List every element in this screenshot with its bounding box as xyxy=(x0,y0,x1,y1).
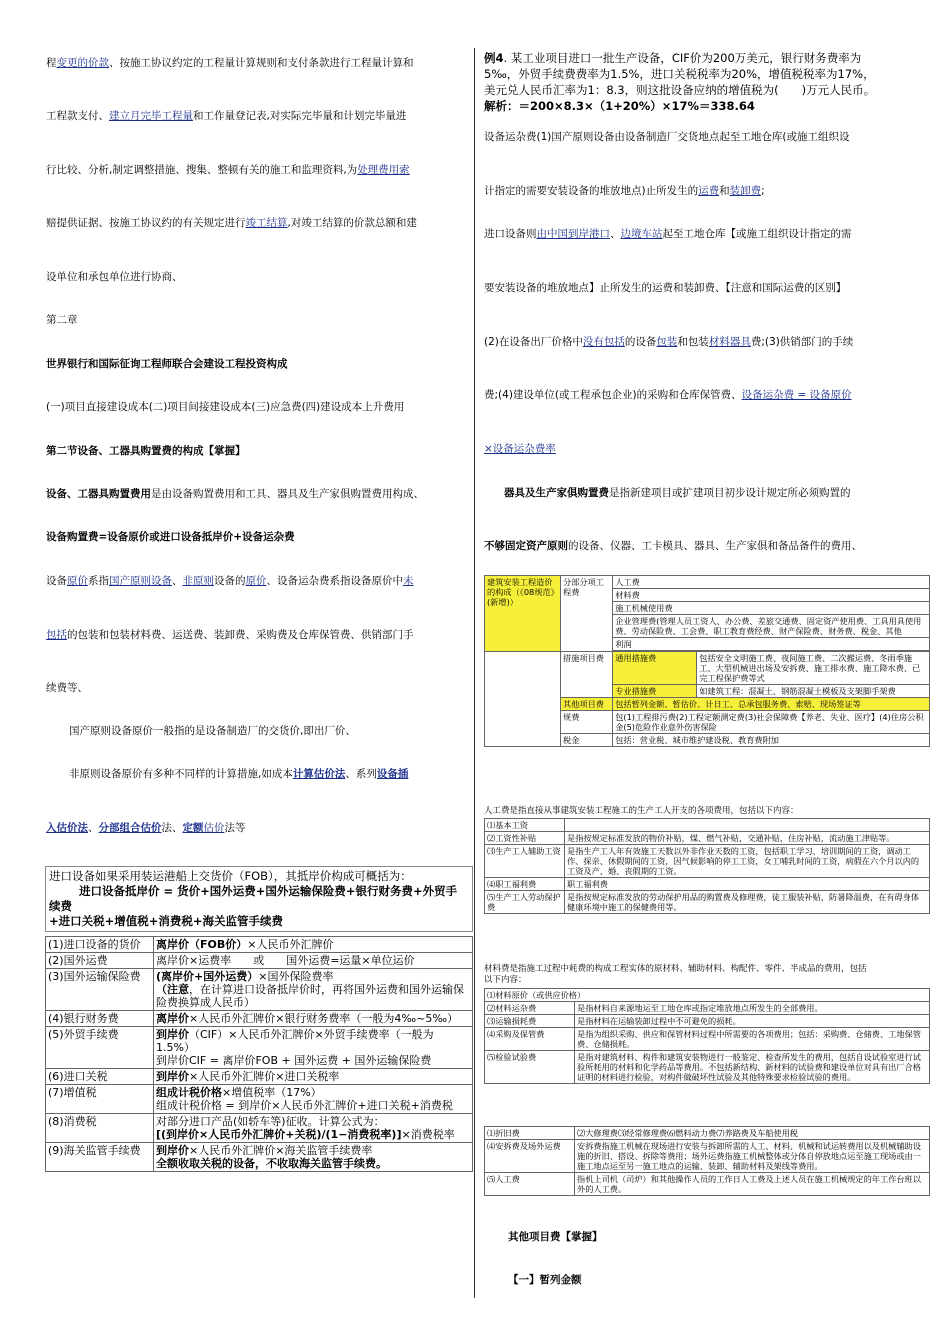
link-text[interactable]: 由中国到岸港口 xyxy=(536,228,610,240)
import-cost-table xyxy=(45,936,473,1172)
link-text[interactable]: 包括 xyxy=(46,629,67,641)
import-intro: 进口设备如果采用装运港船上交货价（FOB），其抵岸价构成可概括为： xyxy=(49,869,412,883)
table-row xyxy=(46,1114,473,1143)
table-cell: 通用措施费 xyxy=(613,652,697,685)
table-cell-value: 是指按规定标准发放的物价补贴，煤、燃气补贴，交通补贴，住房补贴，流动施工津贴等。 xyxy=(565,832,930,845)
table-cell: 包括安全文明施工费、夜间施工费、二次搬运费、冬雨季施工、大型机械进出场及安拆费、施工排水费、施工降水费、已完工程保护费等式 xyxy=(697,652,930,685)
table-cell-value: 离岸价×人民币外汇牌价×银行财务费率（一般为4‰~5‰） xyxy=(154,1011,473,1027)
table-cell-value: 到岸价（CIF）×人民币外汇牌价×外贸手续费率（一般为1.5%） 到岸价CIF = 离岸价FOB + 国外运费 + 国外运输保险费 xyxy=(154,1027,473,1069)
link-text[interactable]: 分部组合估价 xyxy=(98,822,162,834)
para-line: 国产原则设备原价一般指的是设备制造厂的交货价,即出厂价、 xyxy=(69,725,356,737)
table-cell-value: 安拆费指施工机械在现场进行安装与拆卸所需的人工、材料、机械和试运转费用以及机械辅助设施的折旧、搭设、拆除等费用；场外运费指施工机械整体或分体自停放地点运至施工现场或由一施工地点运至另一施工地点的运输、装卸、辅助材料及架线等费用。 xyxy=(575,1140,930,1173)
table-row xyxy=(485,1173,930,1196)
link-text[interactable]: ×设备运杂费率 xyxy=(484,443,556,455)
import-formula-line: 进口设备抵岸价 = 货价+国外运费+国外运输保险费+银行财务费+外贸手 xyxy=(79,884,458,898)
link-text[interactable]: 材料器具 xyxy=(708,336,751,348)
link-text[interactable]: 建立月完毕工程量 xyxy=(109,110,193,122)
para-line: 进口设备则由中国到岸港口、边境车站起至工地仓库【或施工组织设计指定的需 xyxy=(484,228,852,240)
table-row xyxy=(46,1085,473,1114)
para-line: 设备运杂费(1)国产原则设备由设备制造厂交货地点起至工地仓库(或施工组织设 xyxy=(484,131,850,143)
para-line: 工程款支付、建立月完毕工程量和工作量登记表,对实际完毕量和计划完毕量进 xyxy=(46,110,407,122)
construction-cost-table xyxy=(484,575,930,747)
table-cell-value: 到岸价×人民币外汇牌价×进口关税率 xyxy=(154,1069,473,1085)
table-row xyxy=(46,969,473,1011)
table-cell-label: (4)银行财务费 xyxy=(46,1011,154,1027)
table-cell-label: (2)国外运费 xyxy=(46,953,154,969)
para-line: 续费等、 xyxy=(46,682,88,694)
table-cell-label: ⑸检验试验费 xyxy=(485,1051,575,1084)
table-cell: 包括暂列金额、暂估价、计日工、总承包服务费、索赔、现场签证等 xyxy=(613,698,930,711)
section-heading: 【一】暂列金额 xyxy=(508,1274,582,1286)
table-cell-value: 到岸价×人民币外汇牌价×海关监管手续费率 全额收取关税的设备，不收取海关监管手续费。 xyxy=(154,1143,473,1172)
table-row xyxy=(485,832,930,845)
para-line: 设单位和承包单位进行协商、 xyxy=(46,271,183,283)
para-line: 赔提供证据、按施工协议约的有关规定进行竣工结算,对竣工结算的价款总额和建 xyxy=(46,217,417,229)
table-row xyxy=(46,1011,473,1027)
table-cell: 分部分项工程费 xyxy=(561,576,613,652)
table-cell: 税金 xyxy=(561,734,613,747)
para-line: 计指定的需要安装设备的堆放地点)止所发生的运费和装卸费; xyxy=(484,185,765,197)
para-line: 不够固定资产原则的设备、仪器、工卡模具、器具、生产家俱和备品备件的费用、 xyxy=(484,540,862,552)
table-cell-value: 是指材料在运输装卸过程中不可避免的损耗。 xyxy=(575,1015,930,1028)
para-line: 要安装设备的堆放地点】止所发生的运费和装卸费、【注意和国际运费的区别】 xyxy=(484,282,847,294)
table-cell: 人工费 xyxy=(613,576,930,589)
table-cell-value: 对部分进口产品(如轿车等)征收。计算公式为： [(到岸价×人民币外汇牌价+关税)/(1−消费税率)]×消费税率 xyxy=(154,1114,473,1143)
table-cell: 利润 xyxy=(613,638,930,651)
table-cell: 建筑安装工程造价的构成（《08规范》(新增)） xyxy=(485,576,561,652)
table-cell-label: ⑶生产工人辅助工资 xyxy=(485,845,565,878)
table-cell-label: ⑵材料运杂费 xyxy=(485,1002,575,1015)
section-heading: 第二节设备、工器具购置费的构成【掌握】 xyxy=(46,445,246,457)
para-line: (2)在设备出厂价格中没有包括的设备包装和包装材料器具费;(3)供销部门的手续 xyxy=(484,336,854,348)
table-cell-value: 是指对建筑材料、构件和建筑安装物进行一般鉴定、检查所发生的费用，包括自设试验室进行试验所耗用的材料和化学药品等费用。不包括新结构、新材料的试验费和建设单位对具有出厂合格证明的材料进行检验，对构件做破坏性试验及其他特殊要求检验试验的费用。 xyxy=(575,1051,930,1084)
table-row xyxy=(46,1143,473,1172)
table-row xyxy=(46,1069,473,1085)
answer: 解析：＝200×8.3×（1+20%）×17%＝338.64 xyxy=(484,99,755,113)
link-text[interactable]: 设备运杂费 = 设备原价 xyxy=(741,389,852,401)
table-row xyxy=(485,1002,930,1015)
link-text[interactable]: 竣工结算 xyxy=(245,217,288,229)
formula: 设备购置费=设备原价或进口设备抵岸价+设备运杂费 xyxy=(46,531,295,543)
import-formula-line: +进口关税+增值税+消费税+海关监管手续费 xyxy=(49,914,284,928)
table-cell: 如建筑工程：混凝土、钢筋混凝土模板及支架脚手架费 xyxy=(697,685,930,698)
para-line: 入估价法、分部组合估价法、定额估价法等 xyxy=(46,822,246,834)
table-cell: ⑴材料原价（或供应价格） xyxy=(485,989,930,1002)
labor-intro: 人工费是指直接从事建筑安装工程施工的生产工人开支的各项费用，包括以下内容： xyxy=(484,806,799,816)
table-row xyxy=(485,878,930,891)
table-row xyxy=(485,1028,930,1051)
table-row xyxy=(485,845,930,878)
para-line xyxy=(484,442,556,456)
table-row xyxy=(485,891,930,914)
table-cell-value: 职工福利费 xyxy=(565,878,930,891)
para-line: 程变更的价款、按施工协议约定的工程量计算规则和支付条款进行工程量计算和 xyxy=(46,57,414,69)
table-cell-label: (7)增值税 xyxy=(46,1085,154,1114)
material-intro: 材料费是指施工过程中耗费的构成工程实体的原材料、辅助材料、构配件、零件、半成品的费用，包括 以下内容： xyxy=(484,964,867,985)
table-row xyxy=(46,937,473,953)
material-cost-table xyxy=(484,988,930,1084)
import-formula-box xyxy=(45,866,473,932)
table-cell: ⑴折旧费 xyxy=(485,1127,575,1140)
table-cell: 施工机械使用费 xyxy=(613,602,930,615)
link-text[interactable]: 非原则 xyxy=(182,575,214,587)
table-cell-label: ⑷安拆费及场外运费 xyxy=(485,1140,575,1173)
table-cell-label: ⑴基本工资 xyxy=(485,819,565,832)
table-cell-label: (6)进口关税 xyxy=(46,1069,154,1085)
table-cell-value: 是指按规定标准发放的劳动保护用品的购置费及修理费，徒工服装补贴，防暑降温费，在有碍身体健康环境中施工的保健费用等。 xyxy=(565,891,930,914)
table-cell-label: ⑵工资性补贴 xyxy=(485,832,565,845)
labor-cost-table xyxy=(484,818,930,914)
table-cell: 规费 xyxy=(561,711,613,734)
section-heading: 世界银行和国际征询工程师联合会建设工程投资构成 xyxy=(46,358,288,370)
table-cell-label: (5)外贸手续费 xyxy=(46,1027,154,1069)
para-line: 设备、工器具购置费用是由设备购置费用和工具、器具及生产家俱购置费用构成、 xyxy=(46,488,424,500)
link-text[interactable]: 运费 xyxy=(698,185,720,197)
table-row xyxy=(46,953,473,969)
link-text[interactable]: 处理费用索 xyxy=(357,164,410,176)
table-cell: 其他项目费 xyxy=(561,698,613,711)
table-cell-value: 是指生产工人年有效施工天数以外非作业天数的工资，包括职工学习、培训期间的工资，调动工作、探亲、休假期间的工资，因气候影响的停工工资，女工哺乳时间的工资，病假在六个月以内的工资及产、婚、丧假期的工资。 xyxy=(565,845,930,878)
table-cell-value xyxy=(565,819,930,832)
table-cell-label: ⑶运输损耗费 xyxy=(485,1015,575,1028)
para-line: 行比较、分析,制定调整措施、搜集、整顿有关的施工和监理资料,为处理费用索 xyxy=(46,164,410,176)
table-cell-label: ⑷采购及保管费 xyxy=(485,1028,575,1051)
para-line: 非原则设备原价有多种不同样的计算措施,如成本计算估价法、系列设备插 xyxy=(69,768,409,780)
para-line: 器具及生产家俱购置费是指新建项目或扩建项目初步设计规定所必须购置的 xyxy=(504,487,851,499)
table-cell: 专业措施费 xyxy=(613,685,697,698)
table-cell-label: ⑷职工福利费 xyxy=(485,878,565,891)
table-cell-value: 是指为组织采购、供应和保管材料过程中所需要的各项费用；包括：采购费、仓储费、工地保管费、仓储损耗。 xyxy=(575,1028,930,1051)
column-divider xyxy=(474,48,475,1298)
table-cell-value: 组成计税价格×增值税率（17%） 组成计税价格 = 到岸价×人民币外汇牌价+进口关税+消费税 xyxy=(154,1085,473,1114)
link-text[interactable]: 计算估价法 xyxy=(292,768,346,780)
link-text[interactable]: 原价 xyxy=(67,575,88,587)
table-cell-value: 指机上司机（司炉）和其他操作人员的工作日人工费及上述人员在施工机械规定的年工作台班以外的人工费。 xyxy=(575,1173,930,1196)
example-block: 例4. 某工业项目进口一批生产设备，CIF价为200万美元，银行财务费率为 5‰，外贸手续费费率为1.5%，进口关税税率为20%，增值税税率为17%， 美元兑人民币汇率为1：8.3，则这批设备应纳的增值税为( )万元人民币。 解析：＝200×8.3×（1+20%）×17%＝338.64 xyxy=(484,50,940,114)
table-row xyxy=(46,1027,473,1069)
table-cell: ⑵大修理费⑶经常修理费⑹燃料动力费⑺养路费及车船使用税 xyxy=(575,1127,930,1140)
table-cell-value: (离岸价+国外运费）×国外保险费率 （注意，在计算进口设备抵岸价时，再将国外运费和国外运输保险费换算成人民币） xyxy=(154,969,473,1011)
link-text[interactable]: 设备插 xyxy=(376,768,409,780)
import-formula-line: 续费 xyxy=(49,899,72,913)
table-row xyxy=(485,1140,930,1173)
table-cell-label: ⑸人工费 xyxy=(485,1173,575,1196)
table-cell: 包括：营业税、城市维护建设税、教育费附加 xyxy=(613,734,930,747)
chapter-title: 第二章 xyxy=(46,314,78,326)
para-line: 费;(4)建设单位(或工程承包企业)的采购和仓库保管费、设备运杂费 = 设备原价 xyxy=(484,389,852,401)
table-cell-label: (3)国外运输保险费 xyxy=(46,969,154,1011)
link-text[interactable]: 未 xyxy=(403,575,414,587)
para-line: (一)项目直接建设成本(二)项目间接建设成本(三)应急费(四)建设成本上升费用 xyxy=(46,401,405,413)
table-cell-label: (8)消费税 xyxy=(46,1114,154,1143)
table-cell-label: ⑸生产工人劳动保护费 xyxy=(485,891,565,914)
para-line: 包括的包装和包装材料费、运送费、装卸费、采购费及仓库保管费、供销部门手 xyxy=(46,629,414,641)
table-row xyxy=(485,1015,930,1028)
link-text[interactable]: 定额 xyxy=(182,822,204,834)
link-text[interactable]: 原价 xyxy=(245,575,267,587)
link-text[interactable]: 国产原则设备 xyxy=(109,575,172,587)
link-text[interactable]: 入估价法 xyxy=(46,822,88,834)
table-cell-value: 离岸价×运费率 或 国外运费=运量×单位运价 xyxy=(154,953,473,969)
table-row xyxy=(485,1051,930,1084)
table-cell: 材料费 xyxy=(613,589,930,602)
link-text[interactable]: 没有包括 xyxy=(582,336,625,348)
para-line: 设备原价系指国产原则设备、非原则设备的原价、设备运杂费系指设备原价中未 xyxy=(46,575,414,587)
link-text[interactable]: 装卸费 xyxy=(729,185,762,197)
table-row xyxy=(485,819,930,832)
table-cell-label: (1)进口设备的货价 xyxy=(46,937,154,953)
link-text[interactable]: 边境车站 xyxy=(620,228,663,240)
link-text[interactable]: 估价 xyxy=(203,822,225,834)
table-cell-label: (9)海关监管手续费 xyxy=(46,1143,154,1172)
table-cell: 措施项目费 xyxy=(561,652,613,698)
table-cell: 包(1)工程排污费(2)工程定额测定费(3)社会保障费【养老、失业、医疗】(4)住房公积金(5)危险作业意外伤害保险 xyxy=(613,711,930,734)
table-cell: 企业管理费(管理人员工资人、办公费、差旅交通费、固定资产使用费、工具用具使用费、劳动保险费、工会费、职工教育费经费、财产保险费、财务费、税金、其他 xyxy=(613,615,930,638)
table-cell-value: 离岸价（FOB价）×人民币外汇牌价 xyxy=(154,937,473,953)
machine-cost-table xyxy=(484,1126,930,1196)
link-text[interactable]: 变更的价款 xyxy=(56,57,109,69)
table-cell-value: 是指材料自来源地运至工地仓库或指定堆放地点所发生的全部费用。 xyxy=(575,1002,930,1015)
section-heading: 其他项目费【掌握】 xyxy=(508,1231,603,1243)
link-text[interactable]: 包装 xyxy=(656,336,678,348)
